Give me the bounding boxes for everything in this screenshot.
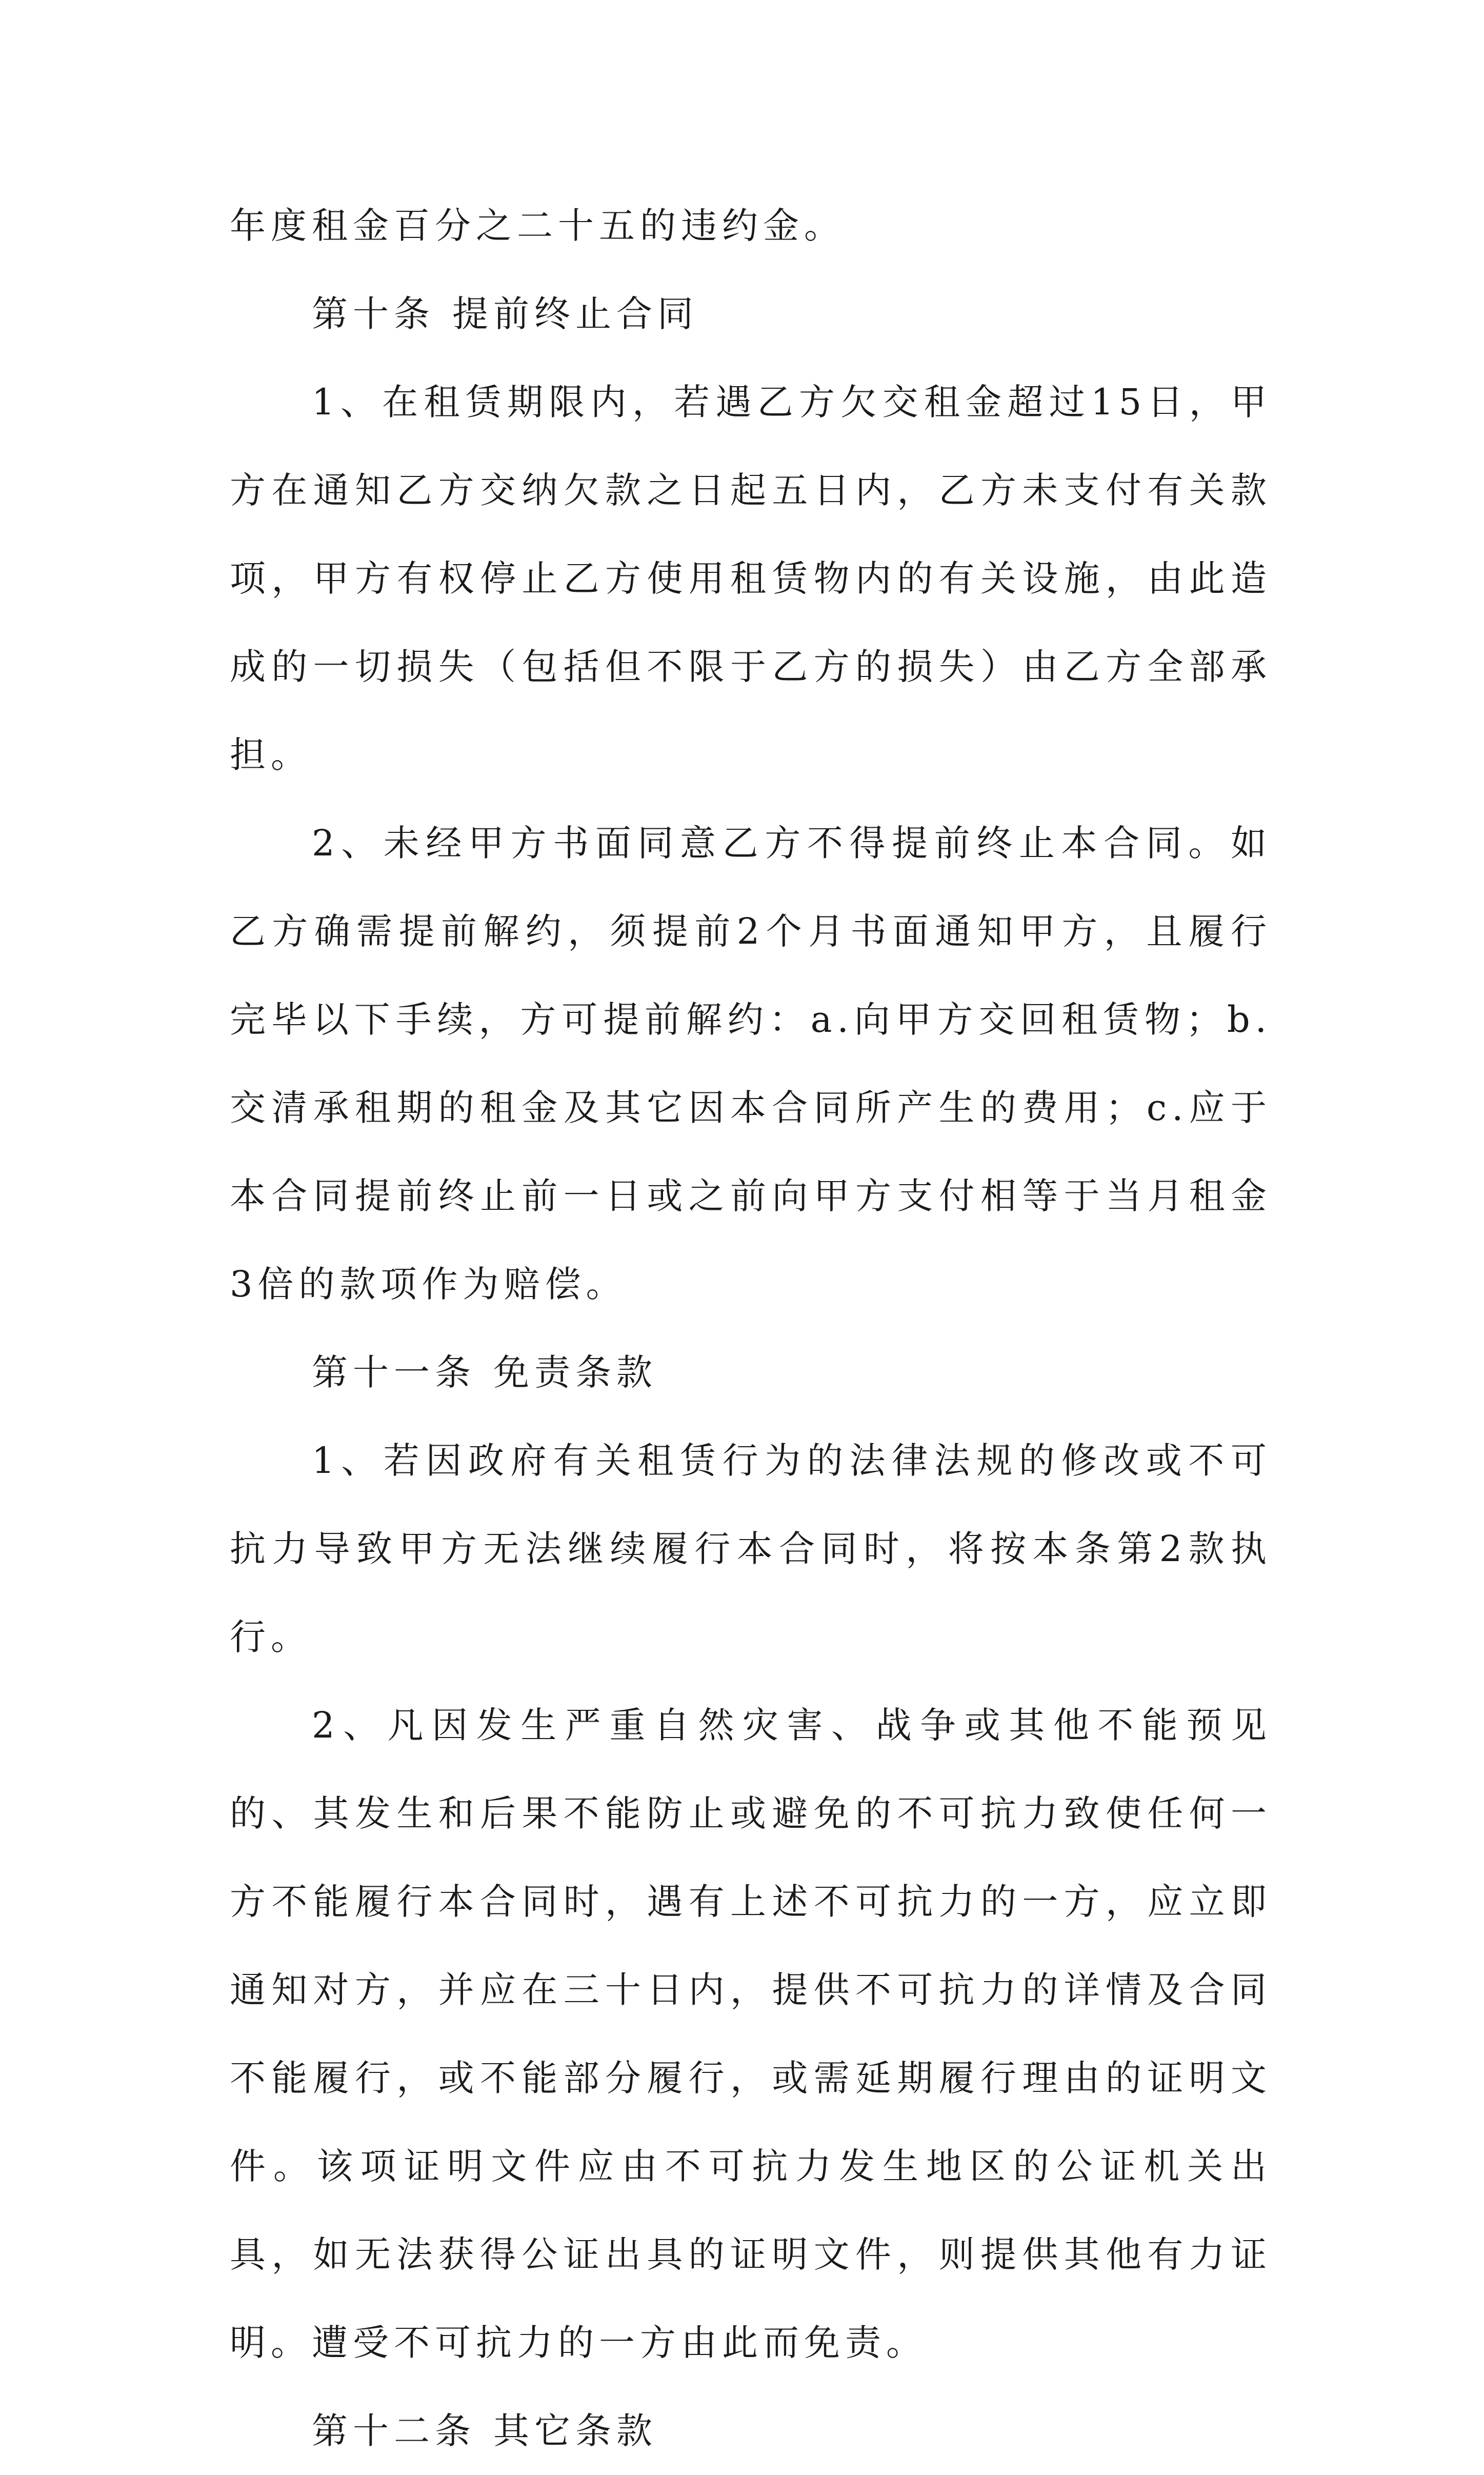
article-11-clause-1: 1、若因政府有关租赁行为的法律法规的修改或不可抗力导致甲方无法继续履行本合同时，将按本条第2款执行。	[230, 1440, 1272, 1658]
article-12-heading	[230, 2387, 1272, 2475]
continuation-paragraph: 年度租金百分之二十五的违约金。	[230, 205, 845, 247]
article-title: 免责条款	[493, 1351, 657, 1393]
article-title: 其它条款	[493, 2410, 657, 2452]
article-10-clause-1: 1、在租赁期限内，若遇乙方欠交租金超过15日，甲方在通知乙方交纳欠款之日起五日内，乙方未支付有关款项，甲方有权停止乙方使用租赁物内的有关设施，由此造成的一切损失（包括但不限于乙方的损失）由乙方全部承担。	[230, 381, 1272, 776]
article-number: 第十二条	[312, 2410, 476, 2452]
contract-body	[230, 182, 1272, 2475]
article-10-heading	[230, 270, 1272, 358]
article-11-clause-2: 2、凡因发生严重自然灾害、战争或其他不能预见的、其发生和后果不能防止或避免的不可抗力致使任何一方不能履行本合同时，遇有上述不可抗力的一方，应立即通知对方，并应在三十日内，提供不可抗力的详情及合同不能履行，或不能部分履行，或需延期履行理由的证明文件。该项证明文件应由不可抗力发生地区的公证机关出具，如无法获得公证出具的证明文件，则提供其他有力证明。遭受不可抗力的一方由此而免责。	[230, 1704, 1272, 2364]
article-number: 第十条	[312, 293, 435, 335]
article-number: 第十一条	[312, 1351, 476, 1393]
article-title: 提前终止合同	[452, 293, 698, 335]
article-11-heading	[230, 1328, 1272, 1416]
article-10-clause-2: 2、未经甲方书面同意乙方不得提前终止本合同。如乙方确需提前解约，须提前2个月书面通知甲方，且履行完毕以下手续，方可提前解约：a.向甲方交回租赁物；b.交清承租期的租金及其它因本合同所产生的费用；c.应于本合同提前终止前一日或之前向甲方支付相等于当月租金3倍的款项作为赔偿。	[230, 822, 1272, 1305]
